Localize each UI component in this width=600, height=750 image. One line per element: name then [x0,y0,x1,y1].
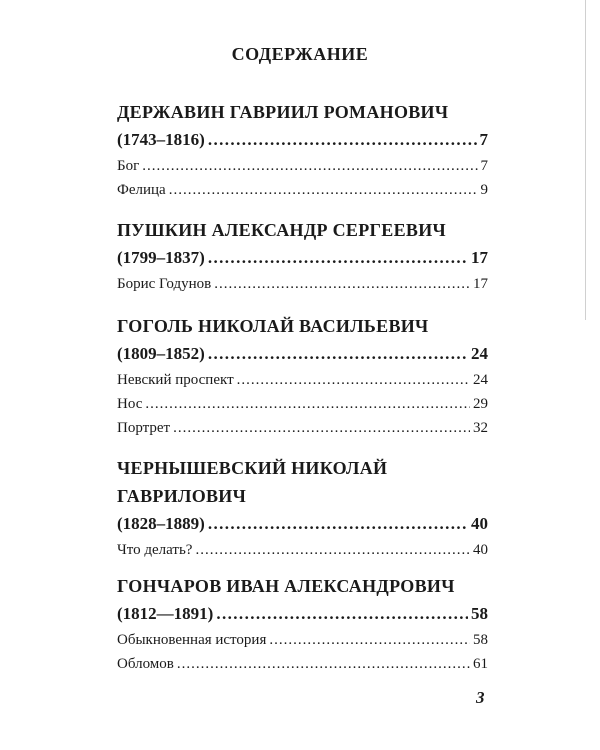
leader-dots [177,652,470,676]
work-entry[interactable] [117,272,488,296]
work-title: Бог [117,158,140,174]
leader-dots [214,272,470,296]
leader-dots [237,368,470,392]
leader-dots [208,126,477,154]
author-name: ГОГОЛЬ НИКОЛАЙ ВАСИЛЬЕВИЧ [117,316,429,336]
work-entry[interactable] [117,178,488,202]
work-title: Портрет [117,420,171,436]
work-entry[interactable] [117,368,488,392]
page-title: СОДЕРЖАНИЕ [231,44,369,64]
leader-dots [169,178,478,202]
page-number: 3 [476,688,485,707]
leader-dots [208,510,468,538]
leader-dots [269,628,470,652]
author-years: (1812—1891) [117,604,214,623]
author-years: (1743–1816) [117,130,205,149]
work-entry[interactable] [117,628,488,652]
page-ref: 58 [471,604,488,623]
author-entry[interactable] [117,600,488,628]
page-ref: 9 [480,182,488,198]
toc-section-pushkin [117,216,488,296]
page-ref: 29 [473,396,488,412]
work-title: Нос [117,396,143,412]
work-title: Обыкновенная история [117,632,267,648]
work-entry[interactable] [117,392,488,416]
author-name: ПУШКИН АЛЕКСАНДР СЕРГЕЕВИЧ [117,220,447,240]
page-ref: 7 [479,130,488,149]
leader-dots [145,392,470,416]
work-title: Обломов [117,656,174,672]
author-name: ЧЕРНЫШЕВСКИЙ НИКОЛАЙ [117,458,388,478]
work-entry[interactable] [117,652,488,676]
work-title: Невский проспект [117,372,234,388]
work-title: Что делать? [117,542,193,558]
leader-dots [208,244,468,272]
work-entry[interactable] [117,154,488,178]
work-title: Борис Годунов [117,276,212,292]
leader-dots [195,538,470,562]
author-years: (1809–1852) [117,344,205,363]
author-entry[interactable] [117,244,488,272]
page-ref: 24 [471,344,488,363]
page-ref: 40 [471,514,488,533]
work-entry[interactable] [117,416,488,440]
toc-section-gogol [117,312,488,440]
leader-dots [173,416,470,440]
author-entry[interactable] [117,340,488,368]
work-entry[interactable] [117,538,488,562]
leader-dots [208,340,468,368]
toc-section-derzhavin [117,98,488,202]
page-ref: 32 [473,420,488,436]
author-entry[interactable] [117,510,488,538]
work-title: Фелица [117,182,166,198]
page-ref: 7 [480,158,488,174]
leader-dots [216,600,468,628]
toc-section-chernyshevsky [117,454,488,562]
leader-dots [142,154,477,178]
page-ref: 24 [473,372,488,388]
author-entry[interactable] [117,126,488,154]
author-name: ДЕРЖАВИН ГАВРИИЛ РОМАНОВИЧ [117,102,449,122]
author-name-continued: ГАВРИЛОВИЧ [117,486,247,506]
page-ref: 40 [473,542,488,558]
page-ref: 17 [471,248,488,267]
author-name: ГОНЧАРОВ ИВАН АЛЕКСАНДРОВИЧ [117,576,455,596]
page-ref: 17 [473,276,488,292]
author-years: (1799–1837) [117,248,205,267]
page-edge-line [585,0,586,320]
toc-section-goncharov [117,572,488,676]
page-ref: 58 [473,632,488,648]
author-years: (1828–1889) [117,514,205,533]
page-ref: 61 [473,656,488,672]
